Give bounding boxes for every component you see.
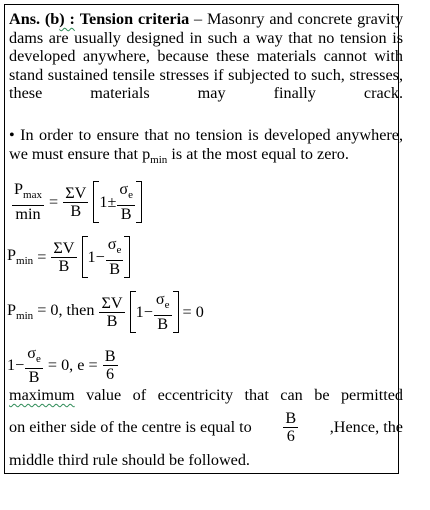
eq1-sum-fraction: $\frac{\Sigma V}{B}$	[65, 183, 87, 220]
eq3-sigma-fraction: $\frac{\sigma_e}{B}$	[155, 290, 170, 333]
conclusion-line-3: middle third rule should be followed.	[9, 451, 250, 469]
answer-prefix-tail: ) :	[59, 10, 75, 28]
answer-title: Tension criteria	[79, 10, 190, 28]
equation-2: $P_{min}$ = $\frac{\Sigma V}{B}$ 1− $\frac{\sigma_e}{B}$	[7, 236, 130, 278]
eq1-sigma-fraction: $\frac{\sigma_e}{B}$	[119, 180, 133, 223]
bullet-icon: •	[9, 126, 15, 144]
answer-box	[4, 4, 404, 474]
equation-3: $P_{min} = 0$, then $\frac{\Sigma V}{B}$ 1− $\frac{\sigma_e}{B}$ = 0	[7, 290, 204, 333]
bullet-text: In order to ensure that no tension is developed anywhere, we must ensure that p	[9, 126, 403, 163]
equation-4: 1− $\frac{\sigma_e}{B}$ = 0, e = $\frac{B}{6}$	[7, 344, 116, 387]
eq2-sigma-fraction: $\frac{\sigma_e}{B}$	[107, 235, 122, 278]
eq4-b-fraction: $\frac{B}{6}$	[104, 347, 116, 384]
conclusion-line-2: on either side of the centre is equal to $\frac{B}{6}$ ,Hence, the	[9, 409, 403, 445]
eq4-sigma-fraction: $\frac{\sigma_e}{B}$	[27, 344, 41, 387]
bullet-sub: min	[150, 153, 168, 166]
answer-paragraph	[9, 10, 403, 103]
bullet-text-end: is at the most equal to zero.	[167, 144, 349, 163]
eq2-sum-fraction: $\frac{\Sigma V}{B}$	[53, 238, 75, 275]
answer-dash: –	[189, 10, 207, 28]
bullet-paragraph	[9, 126, 403, 169]
equation-1: $\frac{P_{max}}{\min}$ = $\frac{\Sigma V}{B}$ 1± $\frac{\sigma_e}{B}$	[11, 181, 142, 223]
answer-prefix: Ans. (b) :	[9, 10, 75, 28]
conclusion-fraction: $\frac{B}{6}$	[285, 409, 297, 445]
eq3-sum-fraction: $\frac{\Sigma V}{B}$	[101, 293, 123, 330]
eq1-lhs-fraction: $\frac{P_{max}}{\min}$	[14, 180, 42, 223]
answer-body: Masonry and concrete gravity dams are usually designed in such a way that no tension is developed anywhere, because these materials cannot with stand sustained tensile stresses if subjected to such, stresses, these materials may finally crack.	[9, 10, 404, 103]
conclusion-line-1: maximum value of eccentricity that can be permitted	[9, 386, 403, 404]
